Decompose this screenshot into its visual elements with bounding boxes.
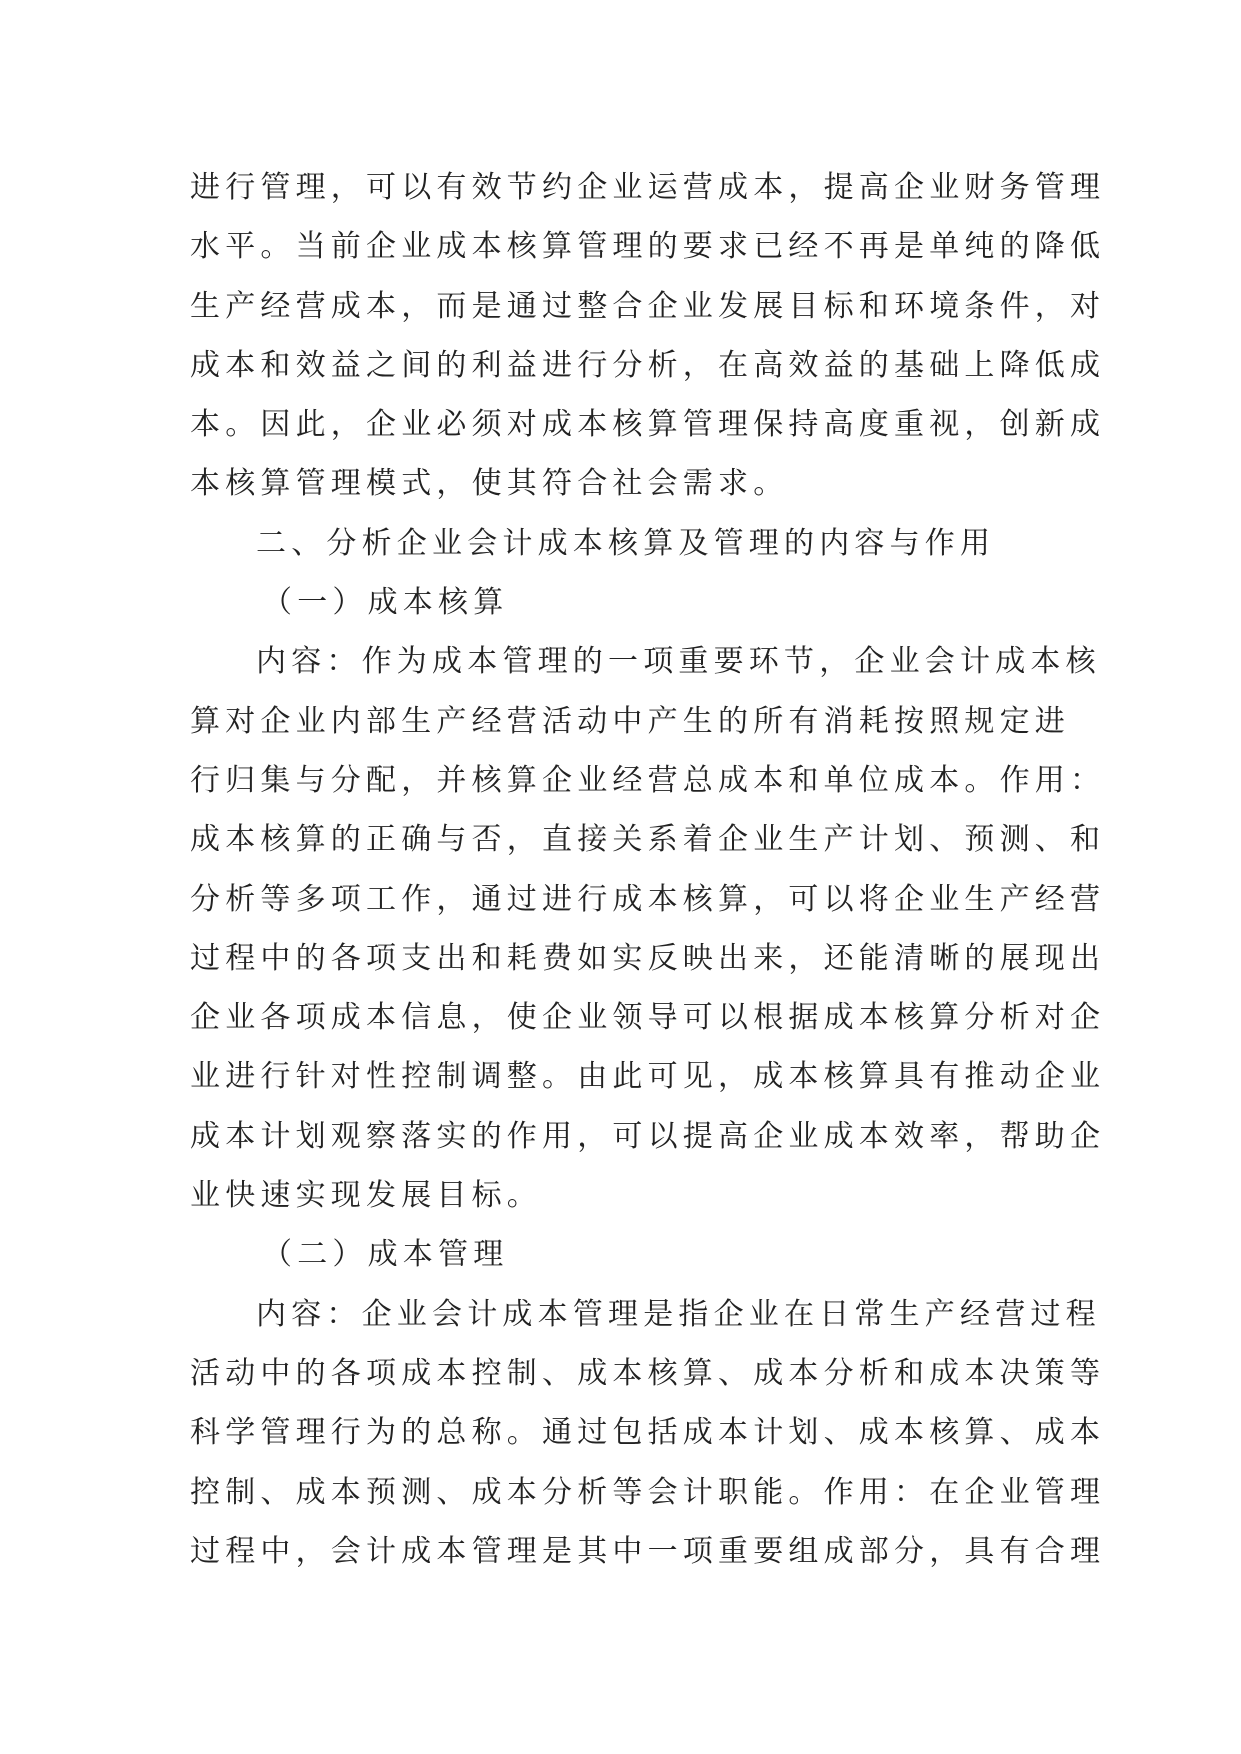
- subsection-heading-cost-accounting: （一）成本核算: [262, 585, 509, 621]
- paragraph-line-23: 控制、成本预测、成本分析等会计职能。作用：在企业管理: [190, 1474, 1106, 1510]
- paragraph-line-20: 内容：企业会计成本管理是指企业在日常生产经营过程: [256, 1296, 1101, 1332]
- paragraph-line-4: 成本和效益之间的利益进行分析，在高效益的基础上降低成: [190, 347, 1106, 383]
- paragraph-line-10: 算对企业内部生产经营活动中产生的所有消耗按照规定进: [190, 703, 1070, 739]
- paragraph-line-18: 业快速实现发展目标。: [190, 1178, 542, 1214]
- paragraph-line-12: 成本核算的正确与否，直接关系着企业生产计划、预测、和: [190, 822, 1106, 858]
- paragraph-line-15: 企业各项成本信息，使企业领导可以根据成本核算分析对企: [190, 1000, 1106, 1036]
- paragraph-line-17: 成本计划观察落实的作用，可以提高企业成本效率，帮助企: [190, 1118, 1106, 1154]
- paragraph-line-22: 科学管理行为的总称。通过包括成本计划、成本核算、成本: [190, 1415, 1106, 1451]
- paragraph-line-9: 内容：作为成本管理的一项重要环节，企业会计成本核: [256, 644, 1101, 680]
- paragraph-line-3: 生产经营成本，而是通过整合企业发展目标和环境条件，对: [190, 288, 1106, 324]
- paragraph-line-11: 行归集与分配，并核算企业经营总成本和单位成本。作用：: [190, 762, 1106, 798]
- paragraph-line-1: 进行管理，可以有效节约企业运营成本，提高企业财务管理: [190, 170, 1106, 205]
- paragraph-line-13: 分析等多项工作，通过进行成本核算，可以将企业生产经营: [190, 881, 1106, 917]
- section-heading: 二、分析企业会计成本核算及管理的内容与作用: [256, 525, 996, 561]
- paragraph-line-24: 过程中，会计成本管理是其中一项重要组成部分，具有合理: [190, 1533, 1106, 1569]
- paragraph-line-5: 本。因此，企业必须对成本核算管理保持高度重视，创新成: [190, 407, 1106, 443]
- paragraph-line-2: 水平。当前企业成本核算管理的要求已经不再是单纯的降低: [190, 229, 1106, 265]
- document-body: [190, 158, 1106, 1581]
- paragraph-line-14: 过程中的各项支出和耗费如实反映出来，还能清晰的展现出: [190, 940, 1106, 976]
- subsection-heading-cost-management: （二）成本管理: [262, 1237, 509, 1273]
- paragraph-line-6: 本核算管理模式，使其符合社会需求。: [190, 466, 789, 502]
- paragraph-line-16: 业进行针对性控制调整。由此可见，成本核算具有推动企业: [190, 1059, 1106, 1095]
- paragraph-line-21: 活动中的各项成本控制、成本核算、成本分析和成本决策等: [190, 1355, 1106, 1391]
